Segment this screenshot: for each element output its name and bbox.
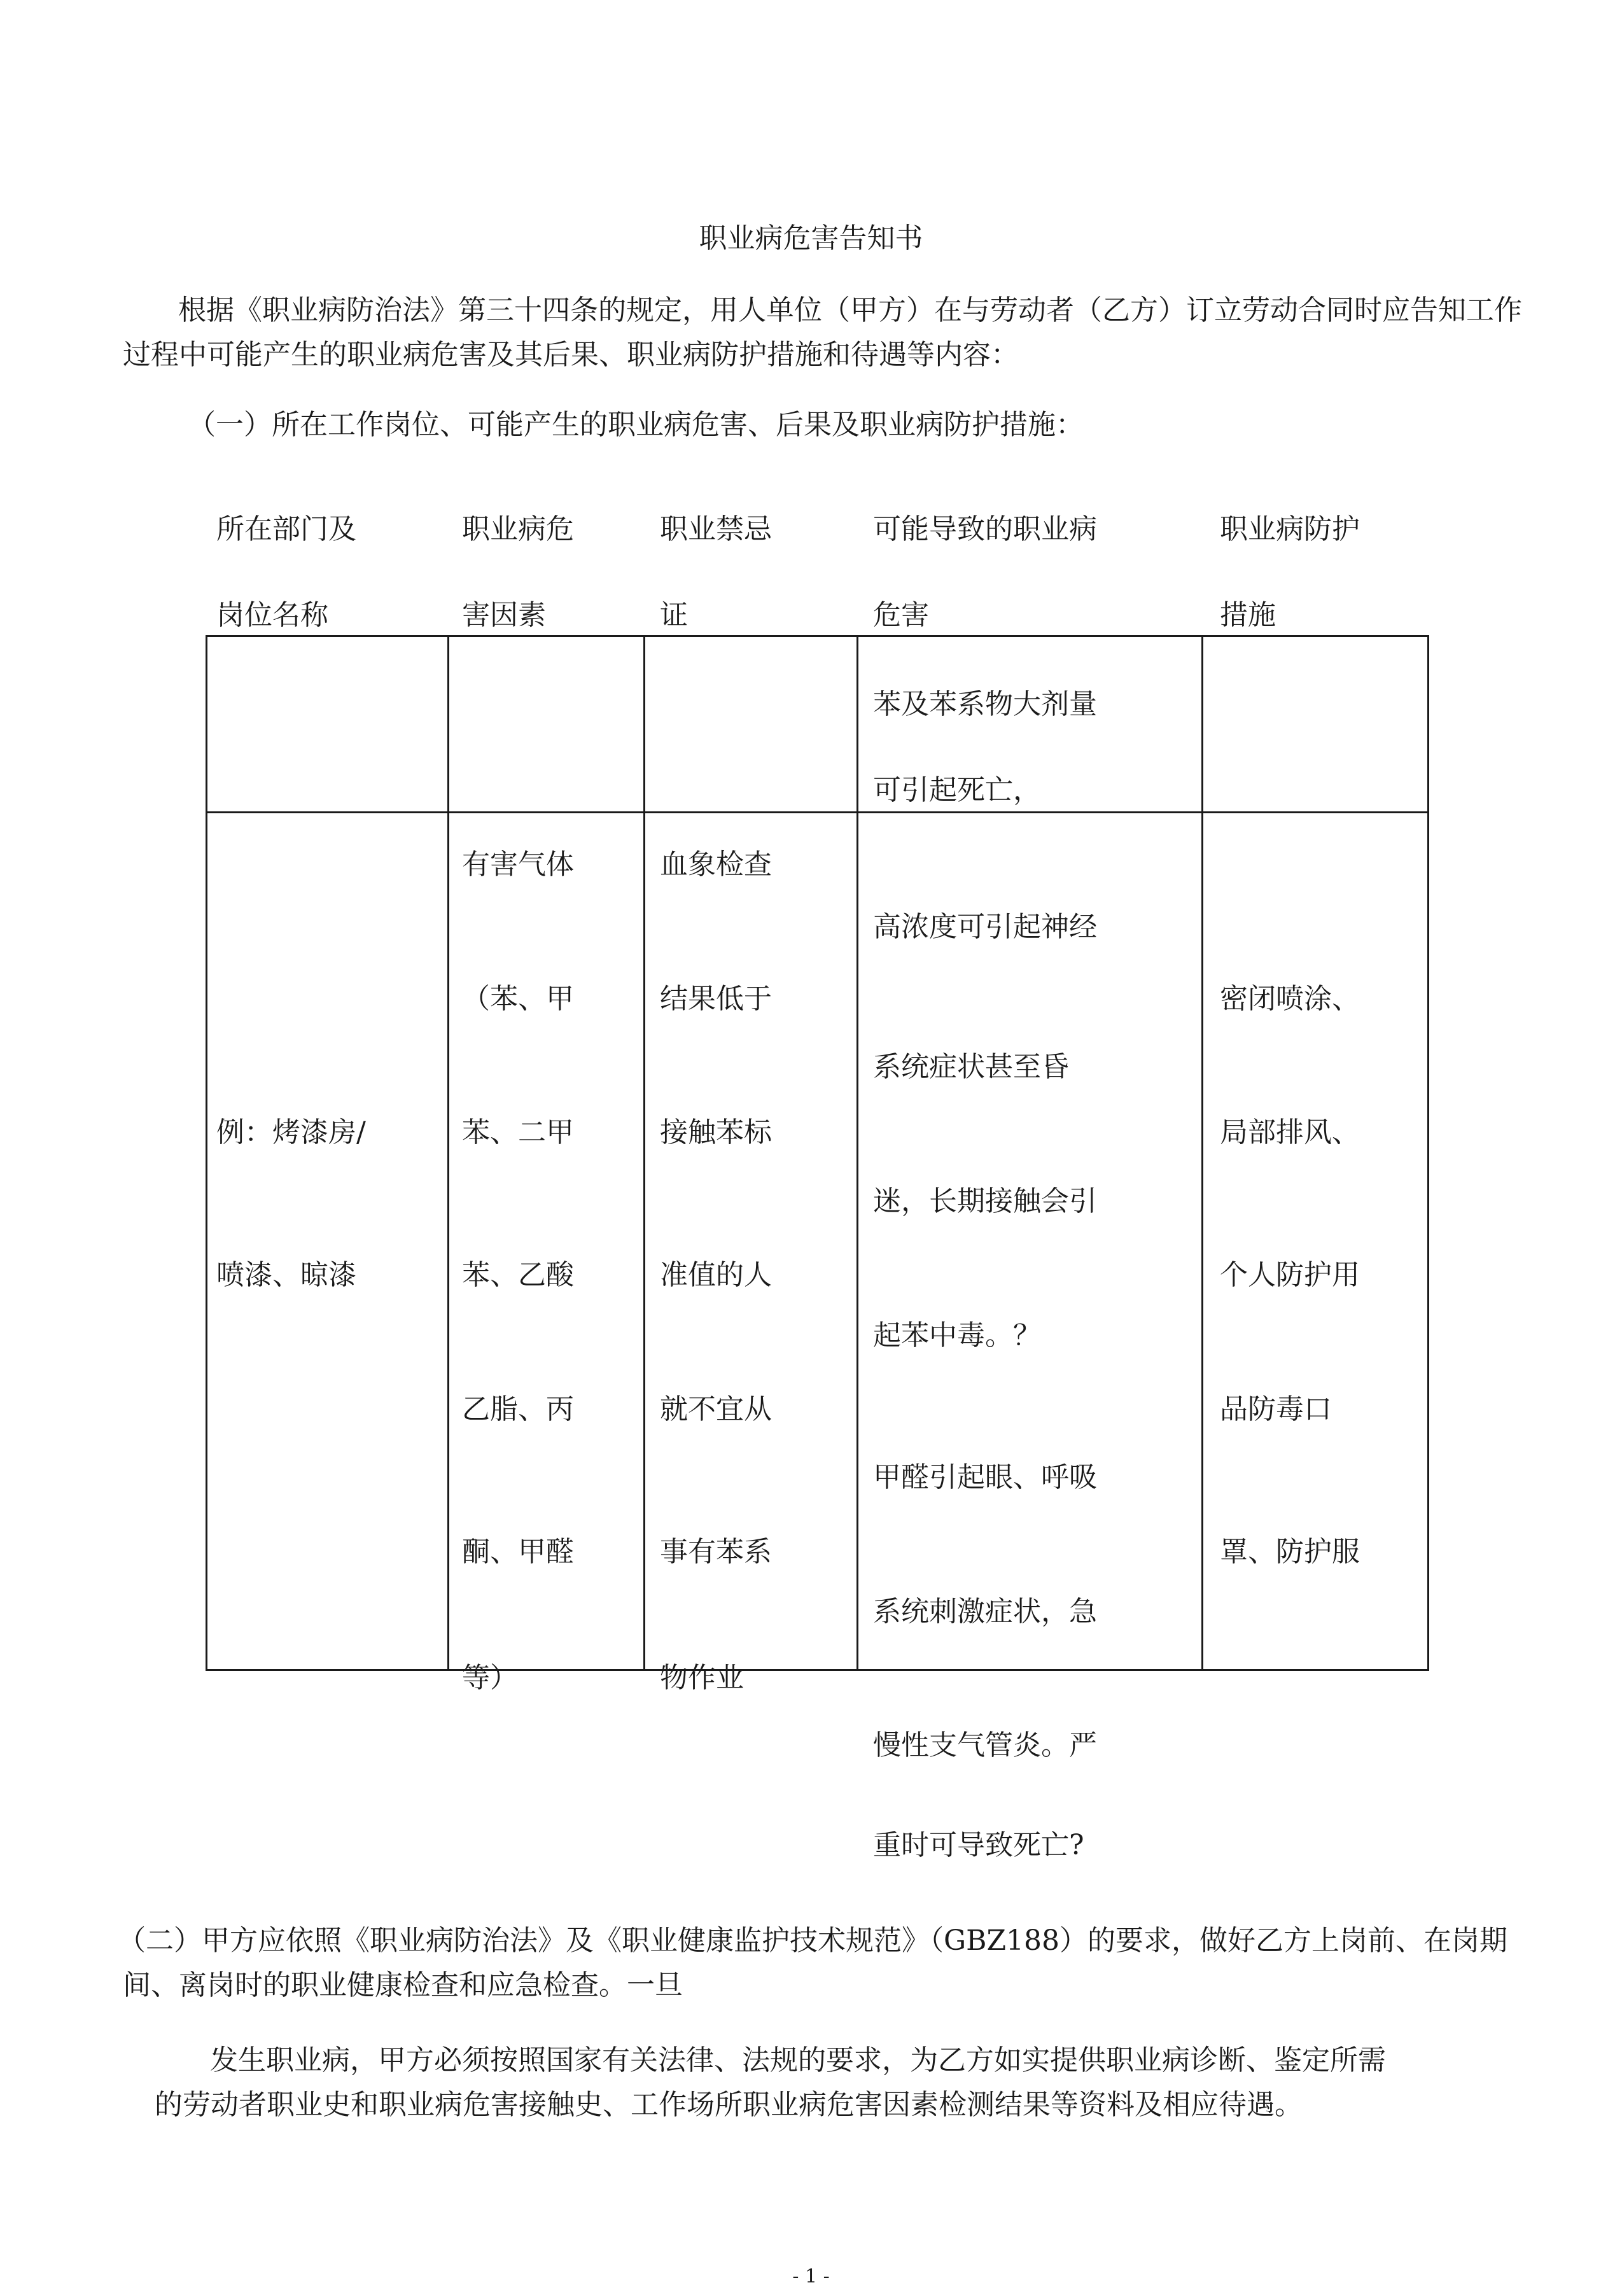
row2-protection-line-4: 品防毒口: [1220, 1393, 1332, 1425]
row2-consequence-line-6: 系统刺激症状，急: [873, 1595, 1097, 1628]
intro-line-2: 过程中可能产生的职业病危害及其后果、职业病防护措施和待遇等内容：: [123, 339, 1019, 371]
table-row-divider: [206, 811, 1429, 813]
row2-hazard-line-6: 酮、甲醛: [462, 1536, 574, 1568]
table-col-divider-1: [447, 635, 449, 1671]
row2-contraindication-line-1: 血象检查: [660, 848, 772, 881]
header-contraindication-line-1: 职业禁忌: [660, 513, 772, 545]
row2-consequence-line-3: 迷，长期接触会引: [873, 1185, 1097, 1217]
intro-line-1: 根据《职业病防治法》第三十四条的规定，用人单位（甲方）在与劳动者（乙方）订立劳动合同时应告知工作: [178, 294, 1522, 326]
row2-consequence-line-4: 起苯中毒。？: [873, 1319, 1041, 1352]
section-3-line-2: 的劳动者职业史和职业病危害接触史、工作场所职业病危害因素检测结果等资料及相应待遇。: [155, 2089, 1303, 2121]
table-col-divider-4: [1201, 635, 1203, 1671]
row2-protection-line-1: 密闭喷涂、: [1220, 983, 1360, 1015]
table-bottom-border: [206, 1669, 1429, 1671]
row2-contraindication-line-7: 物作业: [660, 1662, 744, 1694]
row2-hazard-line-7: 等）: [462, 1662, 518, 1694]
section-1-heading: （一）所在工作岗位、可能产生的职业病危害、后果及职业病防护措施：: [188, 409, 1084, 441]
row2-consequence-line-8: 重时可导致死亡?: [873, 1829, 1084, 1861]
row2-consequence-line-7: 慢性支气管炎。严: [873, 1729, 1097, 1761]
row2-hazard-line-1: 有害气体: [462, 848, 574, 881]
row2-contraindication-line-5: 就不宜从: [660, 1393, 772, 1425]
row2-consequence-line-1: 高浓度可引起神经: [873, 911, 1097, 943]
row2-dept-line-2: 喷漆、晾漆: [216, 1259, 356, 1291]
header-protection-line-1: 职业病防护: [1220, 513, 1360, 545]
table-right-border: [1427, 635, 1429, 1671]
row2-dept-line-1: 例：烤漆房/: [216, 1116, 366, 1149]
header-dept-line-1: 所在部门及: [216, 513, 356, 545]
table-top-border: [206, 635, 1429, 637]
row2-hazard-line-2: （苯、甲: [462, 983, 574, 1015]
row2-consequence-line-2: 系统症状甚至昏: [873, 1051, 1069, 1083]
row2-contraindication-line-2: 结果低于: [660, 983, 772, 1015]
header-consequence-line-2: 危害: [873, 599, 929, 631]
row2-contraindication-line-4: 准值的人: [660, 1259, 772, 1291]
page-number: - 1 -: [792, 2265, 830, 2288]
section-2-line-2: 间、离岗时的职业健康检查和应急检查。一旦: [123, 1969, 683, 2001]
row2-protection-line-2: 局部排风、: [1220, 1116, 1360, 1149]
row2-consequence-line-5: 甲醛引起眼、呼吸: [873, 1461, 1097, 1494]
header-dept-line-2: 岗位名称: [216, 599, 328, 631]
section-2-line-1: （二）甲方应依照《职业病防治法》及《职业健康监护技术规范》（GBZ188）的要求，做好乙方上岗前、在岗期: [118, 1924, 1508, 1957]
row2-contraindication-line-6: 事有苯系: [660, 1536, 772, 1568]
table-left-border: [206, 635, 207, 1671]
row2-contraindication-line-3: 接触苯标: [660, 1116, 772, 1149]
header-consequence-line-1: 可能导致的职业病: [873, 513, 1097, 545]
header-hazard-line-1: 职业病危: [462, 513, 574, 545]
row2-hazard-line-3: 苯、二甲: [462, 1116, 574, 1149]
row2-protection-line-5: 罩、防护服: [1220, 1536, 1360, 1568]
header-contraindication-line-2: 证: [660, 599, 688, 631]
header-protection-line-2: 措施: [1220, 599, 1276, 631]
table-col-divider-2: [643, 635, 645, 1671]
document-title: 职业病危害告知书: [699, 222, 923, 255]
table-col-divider-3: [856, 635, 858, 1671]
header-hazard-line-2: 害因素: [462, 599, 546, 631]
row2-protection-line-3: 个人防护用: [1220, 1259, 1360, 1291]
row2-hazard-line-4: 苯、乙酸: [462, 1259, 574, 1291]
section-3-line-1: 发生职业病，甲方必须按照国家有关法律、法规的要求，为乙方如实提供职业病诊断、鉴定所需: [210, 2044, 1386, 2076]
row1-consequence-line-2: 可引起死亡，: [873, 774, 1041, 806]
row1-consequence-line-1: 苯及苯系物大剂量: [873, 688, 1097, 720]
row2-hazard-line-5: 乙脂、丙: [462, 1393, 574, 1425]
